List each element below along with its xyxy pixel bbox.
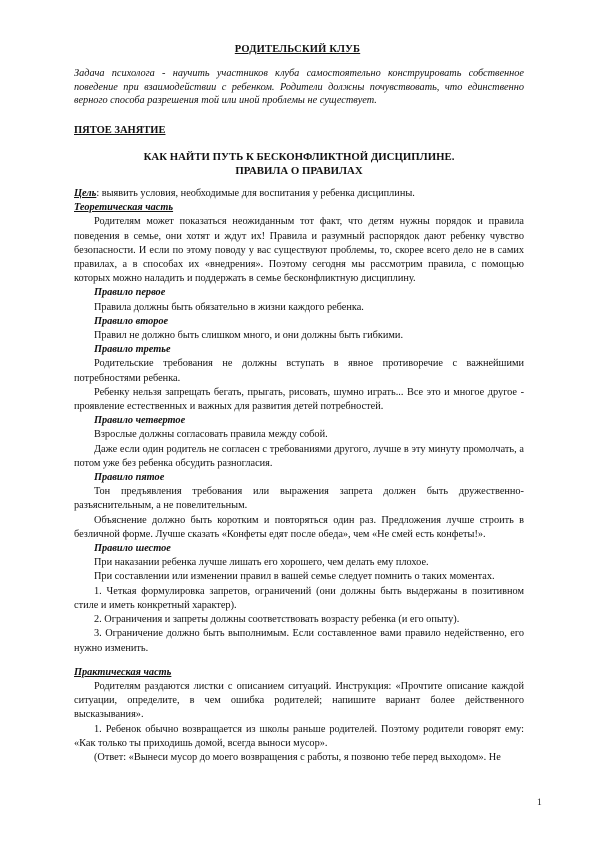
rule-6-item-2: 2. Ограничения и запреты должны соответствовать возрасту ребенка (и его опыту). bbox=[94, 614, 460, 626]
rule-5-text-1: Тон предъявления требования или выражения запрета должен быть дружественно-разъяснительным, а не повелительным. bbox=[74, 486, 524, 512]
rule-5-title: Правило пятое bbox=[94, 472, 165, 484]
rule-4-title: Правило четвертое bbox=[94, 415, 186, 427]
goal-label: Цель bbox=[74, 188, 97, 199]
rule-6-item-3: 3. Ограничение должно быть выполнимым. Если составленное вами правило недейственно, его нужно изменить. bbox=[74, 628, 524, 654]
rule-6-item-1: 1. Четкая формулировка запретов, ограничений (они должны быть выдержаны в позитивном стиле и иметь конкретный характер). bbox=[74, 585, 524, 611]
rule-1-title: Правило первое bbox=[94, 287, 166, 299]
situation-1: 1. Ребенок обычно возвращается из школы раньше родителей. Поэтому родители говорят ему: «Как только ты приходишь домой, всегда выноси мусор». bbox=[74, 723, 524, 749]
lesson-label: ПЯТОЕ ЗАНЯТИЕ bbox=[74, 125, 166, 136]
rule-3-text-2: Ребенку нельзя запрещать бегать, прыгать, рисовать, шумно играть... Все это и многое другое - проявление естественных и важных для развития детей потребностей. bbox=[74, 386, 524, 413]
theory-paragraph: Родителям может показаться неожиданным тот факт, что детям нужны порядок и правила поведения в семье, они хотят и ждут их! Правила и разумный распорядок дают ребенку чувство безопасности. И если по этому поводу у вас существуют проблемы, то, скорее всего дело не в самих правилах, а в способах их «внедрения». Поэтому сегодня мы рассмотрим правила, с помощью которых можно наладить и поддержать в семье бесконфликтную дисциплину. bbox=[74, 216, 524, 285]
rule-6-title: Правило шестое bbox=[94, 543, 171, 555]
theory-label: Теоретическая часть bbox=[74, 202, 174, 214]
answer-1: (Ответ: «Вынеси мусор до моего возвращения с работы, я позвоню тебе перед выходом». Не bbox=[94, 751, 501, 763]
page-number: 1 bbox=[537, 798, 542, 808]
rule-2-title: Правило второе bbox=[94, 315, 169, 327]
goal-paragraph bbox=[74, 187, 524, 201]
heading-line-2: ПРАВИЛА О ПРАВИЛАХ bbox=[235, 165, 363, 177]
rule-6-text-1: При наказании ребенка лучше лишать его хорошего, чем делать ему плохое. bbox=[94, 557, 429, 569]
main-content bbox=[74, 187, 524, 765]
rule-4-text-1: Взрослые должны согласовать правила между собой. bbox=[94, 429, 328, 441]
heading-line-1: КАК НАЙТИ ПУТЬ К БЕСКОНФЛИКТНОЙ ДИСЦИПЛИНЕ. bbox=[143, 151, 455, 163]
rule-5-text-2: Объяснение должно быть коротким и повторяться один раз. Предложения лучше строить в безличной форме. Лучше сказать «Конфеты едят после обеда», чем «Не смей есть конфеты!». bbox=[74, 514, 524, 540]
goal-text: : выявить условия, необходимые для воспитания у ребенка дисциплины. bbox=[96, 188, 415, 199]
section-heading bbox=[74, 150, 524, 178]
rule-4-text-2: Даже если один родитель не согласен с требованиями другого, лучше в эту минуту промолчать, а потом уже без ребенка обсудить разногласия. bbox=[74, 443, 524, 469]
practice-label: Практическая часть bbox=[74, 666, 172, 678]
rule-1-text: Правила должны быть обязательно в жизни каждого ребенка. bbox=[94, 301, 364, 313]
rule-2-text: Правил не должно быть слишком много, и они должны быть гибкими. bbox=[94, 330, 404, 342]
intro-paragraph: Задача психолога - научить участников клуба самостоятельно конструировать собственное поведение при взаимодействии с ребенком. Родители должны почувствовать, что единственно верного способа разрешения той или иной проблемы не существует. bbox=[74, 68, 524, 106]
rule-3-title: Правило третье bbox=[94, 344, 171, 356]
rule-6-text-2: При составлении или изменении правил в вашей семье следует помнить о таких моментах. bbox=[94, 571, 495, 583]
practice-paragraph: Родителям раздаются листки с описанием ситуаций. Инструкция: «Прочтите описание каждой ситуации, определите, в чем ошибка родителей; напишите вариант более действенного высказывания». bbox=[74, 680, 524, 721]
club-title: РОДИТЕЛЬСКИЙ КЛУБ bbox=[234, 44, 361, 55]
rule-3-text-1: Родительские требования не должны вступать в явное противоречие с важнейшими потребностями ребенка. bbox=[74, 358, 524, 384]
